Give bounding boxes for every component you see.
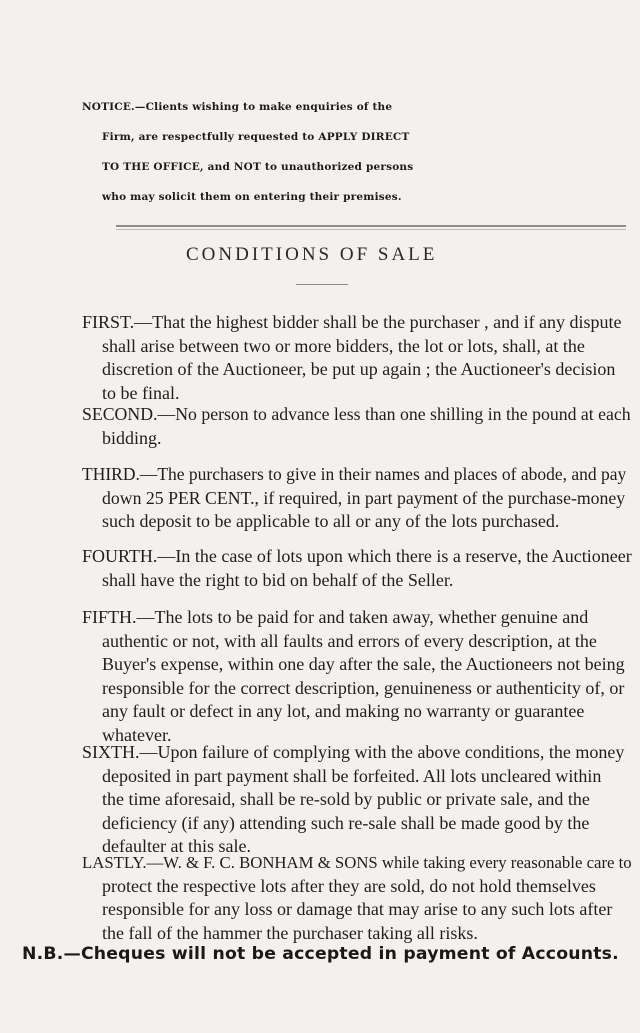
- condition-first: [82, 311, 632, 405]
- condition-line: whatever.: [102, 724, 172, 745]
- condition-line: LASTLY.—W. & F. C. BONHAM & SONS while taking every reasonable care to: [82, 853, 632, 872]
- divider-rule: [116, 225, 626, 227]
- condition-line: down 25 PER CENT., if required, in part payment of the purchase-money: [102, 487, 626, 508]
- condition-line: responsible for the correct description, genuineness or authenticity of, or: [102, 677, 625, 698]
- condition-line: Buyer's expense, within one day after the sale, the Auctioneers not being: [102, 654, 625, 674]
- condition-line: discretion of the Auctioneer, be put up again ; the Auctioneer's decision: [102, 359, 616, 379]
- condition-line: defaulter at this sale.: [102, 836, 251, 856]
- condition-sixth: [82, 741, 632, 859]
- conditions-heading: CONDITIONS OF SALE: [186, 244, 438, 265]
- condition-line: FIRST.—That the highest bidder shall be the purchaser , and if any dispute: [82, 312, 622, 332]
- condition-second: [82, 403, 632, 450]
- notice-block: [82, 92, 638, 212]
- condition-line: protect the respective lots after they are sold, do not hold themselves: [102, 875, 596, 896]
- condition-line: SECOND.—No person to advance less than one shilling in the pound at each: [82, 404, 631, 424]
- condition-line: shall arise between two or more bidders, the lot or lots, shall, at the: [102, 335, 585, 356]
- condition-line: THIRD.—The purchasers to give in their names and places of abode, and pay: [82, 464, 627, 484]
- heading-underline: [296, 284, 348, 285]
- condition-line: deficiency (if any) attending such re-sale shall be made good by the: [102, 812, 590, 833]
- condition-third: [82, 463, 632, 534]
- notice-line: TO THE OFFICE, and NOT to unauthorized persons: [102, 161, 414, 173]
- condition-line: deposited in part payment shall be forfeited. All lots uncleared within: [102, 765, 602, 786]
- condition-line: the time aforesaid, shall be re-sold by public or private sale, and the: [102, 789, 590, 809]
- condition-line: the fall of the hammer the purchaser taking all risks.: [102, 922, 478, 943]
- notice-line: Firm, are respectfully requested to APPLY DIRECT: [102, 131, 410, 143]
- condition-line: SIXTH.—Upon failure of complying with the above conditions, the money: [82, 742, 625, 762]
- condition-line: FIFTH.—The lots to be paid for and taken away, whether genuine and: [82, 607, 589, 627]
- notice-line: who may solicit them on entering their premises.: [102, 191, 402, 203]
- condition-line: any fault or defect in any lot, and making no warranty or guarantee: [102, 701, 585, 721]
- condition-line: authentic or not, with all faults and errors of every description, at the: [102, 630, 597, 651]
- condition-line: shall have the right to bid on behalf of the Seller.: [102, 569, 454, 590]
- condition-fourth: [82, 545, 632, 592]
- condition-lastly: [82, 851, 632, 945]
- condition-line: such deposit to be applicable to all or any of the lots purchased.: [102, 511, 560, 531]
- condition-line: to be final.: [102, 382, 180, 403]
- condition-line: responsible for any loss or damage that may arise to any such lots after: [102, 899, 613, 919]
- condition-line: FOURTH.—In the case of lots upon which there is a reserve, the Auctioneer: [82, 546, 632, 566]
- condition-fifth: [82, 606, 632, 747]
- cheques-note: N.B.—Cheques will not be accepted in payment of Accounts.: [22, 944, 619, 964]
- divider-rule: [116, 229, 626, 230]
- condition-line: bidding.: [102, 427, 162, 448]
- notice-line: NOTICE.—Clients wishing to make enquiries of the: [82, 101, 393, 113]
